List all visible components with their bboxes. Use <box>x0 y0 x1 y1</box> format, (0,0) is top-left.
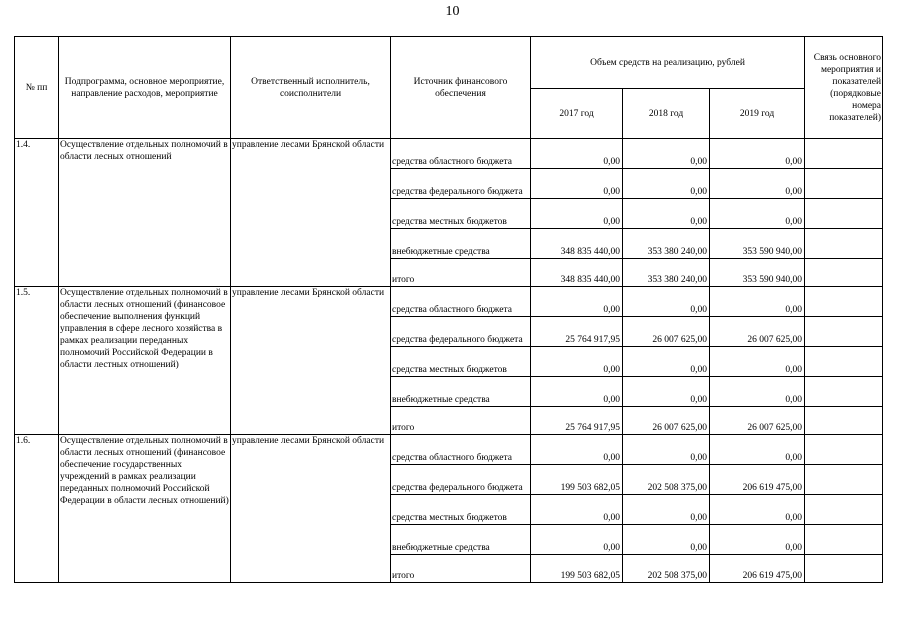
amount-cell: 206 619 475,00 <box>710 465 805 495</box>
source-label: средства местных бюджетов <box>391 347 531 377</box>
amount-cell: 0,00 <box>531 347 623 377</box>
amount-cell: 0,00 <box>531 525 623 555</box>
amount-cell: 0,00 <box>623 169 710 199</box>
amount-cell: 0,00 <box>531 435 623 465</box>
amount-cell: 0,00 <box>623 347 710 377</box>
source-label: внебюджетные средства <box>391 525 531 555</box>
amount-cell: 0,00 <box>531 199 623 229</box>
source-label: внебюджетные средства <box>391 229 531 259</box>
amount-cell: 199 503 682,05 <box>531 465 623 495</box>
amount-cell: 202 508 375,00 <box>623 555 710 583</box>
amount-cell: 202 508 375,00 <box>623 465 710 495</box>
header-executor: Ответственный исполнитель, соисполнители <box>231 37 391 139</box>
source-label: средства федерального бюджета <box>391 465 531 495</box>
amount-cell: 0,00 <box>531 495 623 525</box>
amount-cell: 353 380 240,00 <box>623 259 710 287</box>
link-cell <box>805 495 883 525</box>
amount-cell: 348 835 440,00 <box>531 229 623 259</box>
row-program-name: Осуществление отдельных полномочий в области лесных отношений <box>59 139 231 287</box>
table-row <box>15 435 883 465</box>
amount-cell: 0,00 <box>531 287 623 317</box>
header-program: Подпрограмма, основное мероприятие, направление расходов, мероприятие <box>59 37 231 139</box>
amount-cell: 0,00 <box>710 525 805 555</box>
source-label: средства местных бюджетов <box>391 495 531 525</box>
amount-cell: 0,00 <box>710 139 805 169</box>
source-label: средства областного бюджета <box>391 139 531 169</box>
link-cell <box>805 377 883 407</box>
link-cell <box>805 287 883 317</box>
link-cell <box>805 199 883 229</box>
source-label: средства областного бюджета <box>391 435 531 465</box>
header-year-2018: 2018 год <box>623 89 710 139</box>
amount-cell: 0,00 <box>710 377 805 407</box>
row-number: 1.6. <box>15 435 59 583</box>
source-label: средства федерального бюджета <box>391 169 531 199</box>
link-cell <box>805 317 883 347</box>
amount-cell: 0,00 <box>710 199 805 229</box>
table-row <box>15 287 883 317</box>
link-cell <box>805 169 883 199</box>
header-source: Источник финансового обеспечения <box>391 37 531 139</box>
amount-cell: 0,00 <box>531 139 623 169</box>
link-cell <box>805 555 883 583</box>
amount-cell: 0,00 <box>623 495 710 525</box>
amount-cell: 353 590 940,00 <box>710 229 805 259</box>
amount-cell: 0,00 <box>710 347 805 377</box>
row-number: 1.4. <box>15 139 59 287</box>
row-executor: управление лесами Брянской области <box>231 435 391 583</box>
amount-cell: 0,00 <box>710 495 805 525</box>
amount-cell: 0,00 <box>623 287 710 317</box>
row-executor: управление лесами Брянской области <box>231 139 391 287</box>
page-number: 10 <box>445 4 460 19</box>
amount-cell: 0,00 <box>710 169 805 199</box>
row-program-name: Осуществление отдельных полномочий в области лесных отношений (финансовое обеспечение выполнения функций управления в сфере лесного хозяйства в рамках реализации переданных полномочий Российской Федерации в области лестных отношений) <box>59 287 231 435</box>
amount-cell: 0,00 <box>623 199 710 229</box>
amount-cell: 26 007 625,00 <box>623 407 710 435</box>
source-label: средства областного бюджета <box>391 287 531 317</box>
amount-cell: 206 619 475,00 <box>710 555 805 583</box>
source-label: итого <box>391 259 531 287</box>
amount-cell: 0,00 <box>710 287 805 317</box>
budget-table <box>14 36 883 583</box>
source-label: средства федерального бюджета <box>391 317 531 347</box>
source-label: внебюджетные средства <box>391 377 531 407</box>
link-cell <box>805 407 883 435</box>
source-label: итого <box>391 407 531 435</box>
link-cell <box>805 465 883 495</box>
amount-cell: 0,00 <box>710 435 805 465</box>
row-executor: управление лесами Брянской области <box>231 287 391 435</box>
amount-cell: 25 764 917,95 <box>531 407 623 435</box>
row-number: 1.5. <box>15 287 59 435</box>
link-cell <box>805 259 883 287</box>
amount-cell: 0,00 <box>531 169 623 199</box>
link-cell <box>805 229 883 259</box>
header-year-2017: 2017 год <box>531 89 623 139</box>
amount-cell: 0,00 <box>623 139 710 169</box>
amount-cell: 0,00 <box>531 377 623 407</box>
source-label: итого <box>391 555 531 583</box>
link-cell <box>805 139 883 169</box>
amount-cell: 353 590 940,00 <box>710 259 805 287</box>
amount-cell: 26 007 625,00 <box>710 317 805 347</box>
header-link: Связь основного мероприятия и показателей (порядковые номера показателей) <box>805 37 883 139</box>
header-number: № пп <box>15 37 59 139</box>
table-row <box>15 139 883 169</box>
amount-cell: 25 764 917,95 <box>531 317 623 347</box>
amount-cell: 348 835 440,00 <box>531 259 623 287</box>
amount-cell: 0,00 <box>623 435 710 465</box>
source-label: средства местных бюджетов <box>391 199 531 229</box>
link-cell <box>805 435 883 465</box>
amount-cell: 353 380 240,00 <box>623 229 710 259</box>
amount-cell: 199 503 682,05 <box>531 555 623 583</box>
amount-cell: 26 007 625,00 <box>710 407 805 435</box>
header-year-2019: 2019 год <box>710 89 805 139</box>
link-cell <box>805 525 883 555</box>
amount-cell: 26 007 625,00 <box>623 317 710 347</box>
amount-cell: 0,00 <box>623 525 710 555</box>
link-cell <box>805 347 883 377</box>
header-volume: Объем средств на реализацию, рублей <box>531 37 805 89</box>
row-program-name: Осуществление отдельных полномочий в области лесных отношений (финансовое обеспечение государственных учреждений в рамках реализации переданных полномочий Российской Федерации в области лесных отношений) <box>59 435 231 583</box>
amount-cell: 0,00 <box>623 377 710 407</box>
